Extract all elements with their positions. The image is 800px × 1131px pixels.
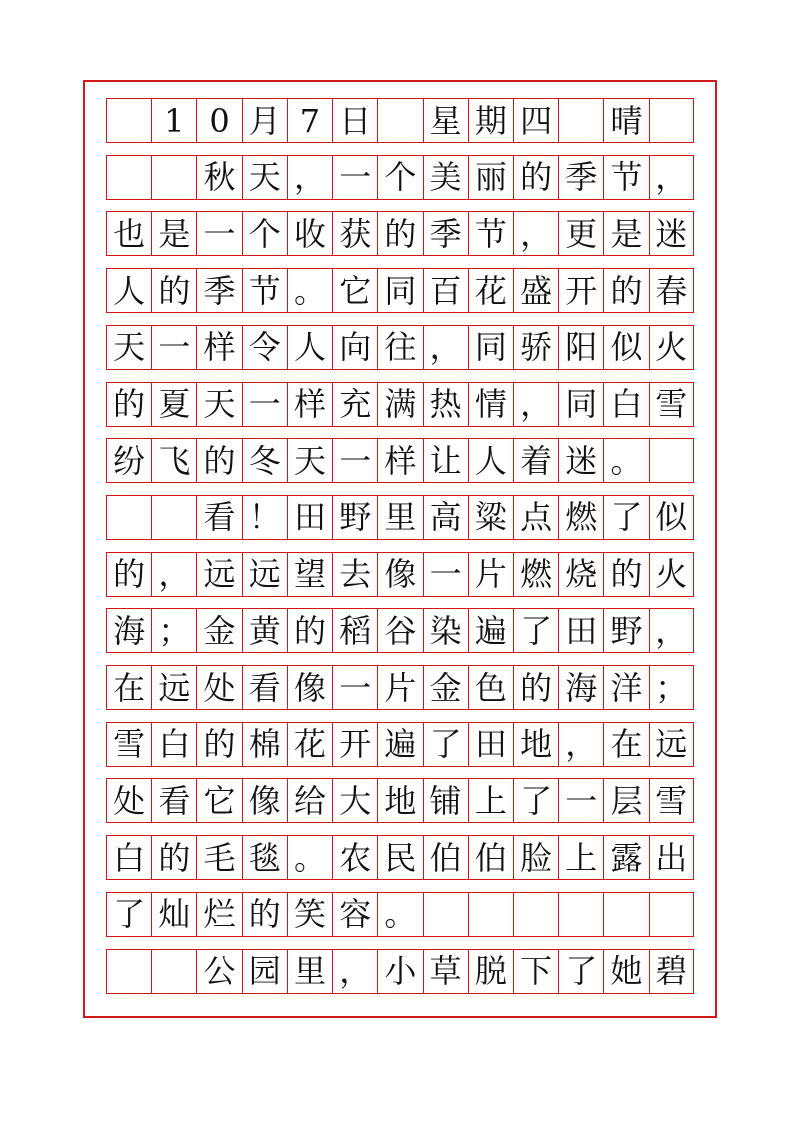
grid-cell: ，	[287, 156, 332, 199]
grid-cell	[151, 156, 196, 199]
grid-cell: 的	[151, 269, 196, 312]
grid-cell: 了	[603, 496, 648, 539]
grid-cell: 迷	[649, 212, 694, 255]
grid-row	[106, 211, 694, 256]
grid-cell: 的	[603, 553, 648, 596]
grid-cell: 节	[603, 156, 648, 199]
grid-cell: 季	[558, 156, 603, 199]
grid-cell: 飞	[151, 439, 196, 482]
grid-row	[106, 438, 694, 483]
grid-cell: 火	[649, 553, 694, 596]
grid-cell: 雪	[649, 383, 694, 426]
grid-cell: 花	[468, 269, 513, 312]
grid-cell: 伯	[468, 836, 513, 879]
grid-cell: 公	[196, 950, 241, 993]
grid-cell	[106, 950, 151, 993]
grid-cell: 了	[513, 609, 558, 652]
grid-cell: 雪	[106, 723, 151, 766]
grid-cell: 满	[377, 383, 422, 426]
grid-cell: 一	[558, 779, 603, 822]
grid-cell: 地	[377, 779, 422, 822]
grid-cell: 似	[649, 496, 694, 539]
grid-cell: 个	[242, 212, 287, 255]
grid-cell: 像	[242, 779, 287, 822]
grid-row	[106, 778, 694, 823]
grid-cell: 骄	[513, 326, 558, 369]
grid-cell: 天	[106, 326, 151, 369]
grid-cell: 染	[423, 609, 468, 652]
grid-cell: 粱	[468, 496, 513, 539]
grid-cell: 天	[242, 156, 287, 199]
grid-cell: 看	[196, 496, 241, 539]
grid-cell: 令	[242, 326, 287, 369]
grid-cell: 同	[558, 383, 603, 426]
grid-cell: 的	[287, 609, 332, 652]
grid-cell	[106, 496, 151, 539]
grid-cell: 一	[151, 326, 196, 369]
grid-cell: 谷	[377, 609, 422, 652]
grid-cell: 远	[151, 666, 196, 709]
grid-cell: 田	[558, 609, 603, 652]
grid-cell: 。	[377, 893, 422, 936]
grid-cell: ！	[242, 496, 287, 539]
grid-cell: 的	[196, 723, 241, 766]
grid-cell: 热	[423, 383, 468, 426]
grid-cell: 海	[558, 666, 603, 709]
grid-cell: ，	[151, 553, 196, 596]
grid-cell: 给	[287, 779, 332, 822]
grid-cell: 了	[513, 779, 558, 822]
grid-cell	[151, 496, 196, 539]
grid-cell: 一	[332, 666, 377, 709]
writing-grid	[106, 98, 694, 990]
grid-cell: 像	[287, 666, 332, 709]
grid-cell: 农	[332, 836, 377, 879]
grid-cell: ；	[649, 666, 694, 709]
grid-cell: 毯	[242, 836, 287, 879]
grid-cell: 丽	[468, 156, 513, 199]
grid-cell: 月	[242, 99, 287, 142]
grid-cell: 美	[423, 156, 468, 199]
grid-cell: 四	[513, 99, 558, 142]
grid-cell: 人	[287, 326, 332, 369]
grid-cell: 迷	[558, 439, 603, 482]
grid-row	[106, 98, 694, 143]
grid-cell: 她	[603, 950, 648, 993]
grid-cell: 里	[377, 496, 422, 539]
grid-cell: 一	[196, 212, 241, 255]
grid-cell: 获	[332, 212, 377, 255]
grid-cell: 小	[377, 950, 422, 993]
grid-cell: 雪	[649, 779, 694, 822]
grid-cell: 7	[287, 99, 332, 142]
grid-cell: 望	[287, 553, 332, 596]
grid-cell: 烧	[558, 553, 603, 596]
grid-cell: 洋	[603, 666, 648, 709]
grid-cell: 它	[332, 269, 377, 312]
grid-cell: ，	[649, 609, 694, 652]
grid-cell: 的	[242, 893, 287, 936]
grid-cell: 更	[558, 212, 603, 255]
grid-cell: 秋	[196, 156, 241, 199]
grid-cell: 季	[423, 212, 468, 255]
grid-cell: 露	[603, 836, 648, 879]
grid-row	[106, 608, 694, 653]
grid-cell: 园	[242, 950, 287, 993]
grid-cell: 里	[287, 950, 332, 993]
grid-cell: 的	[603, 269, 648, 312]
grid-row	[106, 722, 694, 767]
grid-cell: 片	[468, 553, 513, 596]
grid-cell: 色	[468, 666, 513, 709]
grid-cell	[558, 99, 603, 142]
grid-row	[106, 552, 694, 597]
grid-cell: 黄	[242, 609, 287, 652]
grid-row	[106, 268, 694, 313]
grid-cell: 了	[106, 893, 151, 936]
grid-cell: 的	[151, 836, 196, 879]
grid-cell: 草	[423, 950, 468, 993]
grid-cell: 上	[468, 779, 513, 822]
grid-cell: 遍	[377, 723, 422, 766]
grid-cell: 高	[423, 496, 468, 539]
grid-cell: ；	[151, 609, 196, 652]
grid-cell: 铺	[423, 779, 468, 822]
grid-cell: 开	[558, 269, 603, 312]
grid-row	[106, 892, 694, 937]
grid-cell: 同	[377, 269, 422, 312]
grid-cell: 充	[332, 383, 377, 426]
grid-cell: ，	[649, 156, 694, 199]
grid-cell: 地	[513, 723, 558, 766]
grid-cell: 冬	[242, 439, 287, 482]
grid-cell	[649, 439, 694, 482]
grid-cell: 像	[377, 553, 422, 596]
grid-cell: 晴	[603, 99, 648, 142]
grid-cell: 纷	[106, 439, 151, 482]
grid-cell: 层	[603, 779, 648, 822]
grid-cell: 的	[513, 666, 558, 709]
grid-cell: 田	[468, 723, 513, 766]
grid-cell: 笑	[287, 893, 332, 936]
grid-cell: 了	[558, 950, 603, 993]
grid-cell: 似	[603, 326, 648, 369]
grid-cell: 是	[151, 212, 196, 255]
grid-cell: ，	[513, 383, 558, 426]
grid-cell: 稻	[332, 609, 377, 652]
grid-cell: 点	[513, 496, 558, 539]
grid-cell: 野	[332, 496, 377, 539]
grid-cell: 的	[196, 439, 241, 482]
grid-cell: 的	[106, 383, 151, 426]
grid-cell: ，	[558, 723, 603, 766]
grid-cell: 金	[196, 609, 241, 652]
grid-cell: 看	[242, 666, 287, 709]
grid-cell: 远	[196, 553, 241, 596]
grid-row	[106, 325, 694, 370]
grid-cell: ，	[513, 212, 558, 255]
grid-cell: 一	[332, 439, 377, 482]
grid-cell: 处	[106, 779, 151, 822]
grid-cell: 阳	[558, 326, 603, 369]
grid-cell: 金	[423, 666, 468, 709]
grid-cell	[106, 156, 151, 199]
grid-cell	[649, 893, 694, 936]
grid-cell	[151, 950, 196, 993]
grid-cell: 情	[468, 383, 513, 426]
grid-cell: 节	[242, 269, 287, 312]
grid-cell	[603, 893, 648, 936]
grid-cell: 远	[649, 723, 694, 766]
grid-cell: 一	[423, 553, 468, 596]
grid-cell: 出	[649, 836, 694, 879]
grid-cell: 着	[513, 439, 558, 482]
grid-cell: 的	[377, 212, 422, 255]
grid-cell: 大	[332, 779, 377, 822]
grid-cell: 白	[106, 836, 151, 879]
grid-cell: 下	[513, 950, 558, 993]
grid-row	[106, 495, 694, 540]
grid-cell: 棉	[242, 723, 287, 766]
grid-cell	[377, 99, 422, 142]
grid-cell: 日	[332, 99, 377, 142]
grid-cell: 去	[332, 553, 377, 596]
grid-cell: 碧	[649, 950, 694, 993]
grid-cell: 野	[603, 609, 648, 652]
grid-cell: 在	[106, 666, 151, 709]
grid-cell: 远	[242, 553, 287, 596]
grid-cell: 白	[603, 383, 648, 426]
grid-cell: 田	[287, 496, 332, 539]
grid-cell: 让	[423, 439, 468, 482]
grid-cell: 烂	[196, 893, 241, 936]
grid-cell: 看	[151, 779, 196, 822]
grid-cell: 花	[287, 723, 332, 766]
grid-cell: 也	[106, 212, 151, 255]
grid-cell: 一	[332, 156, 377, 199]
grid-cell: 期	[468, 99, 513, 142]
grid-cell: 节	[468, 212, 513, 255]
grid-cell: 海	[106, 609, 151, 652]
grid-cell: 向	[332, 326, 377, 369]
grid-cell	[513, 893, 558, 936]
grid-cell: 。	[287, 269, 332, 312]
grid-cell: 容	[332, 893, 377, 936]
grid-cell: 收	[287, 212, 332, 255]
grid-row	[106, 949, 694, 994]
grid-cell: 开	[332, 723, 377, 766]
grid-cell: 0	[196, 99, 241, 142]
grid-cell	[558, 893, 603, 936]
grid-cell: 天	[196, 383, 241, 426]
grid-cell: 人	[106, 269, 151, 312]
grid-row	[106, 835, 694, 880]
grid-cell: 春	[649, 269, 694, 312]
grid-cell: ，	[332, 950, 377, 993]
grid-cell: 片	[377, 666, 422, 709]
grid-cell: 夏	[151, 383, 196, 426]
grid-cell: 样	[196, 326, 241, 369]
grid-cell: 往	[377, 326, 422, 369]
grid-cell: 。	[287, 836, 332, 879]
grid-cell: 天	[287, 439, 332, 482]
grid-cell: 是	[603, 212, 648, 255]
grid-cell	[106, 99, 151, 142]
grid-cell: 民	[377, 836, 422, 879]
grid-cell: 百	[423, 269, 468, 312]
grid-cell: 伯	[423, 836, 468, 879]
grid-cell: ，	[423, 326, 468, 369]
grid-row	[106, 155, 694, 200]
grid-cell: 燃	[558, 496, 603, 539]
grid-cell	[468, 893, 513, 936]
grid-cell: 同	[468, 326, 513, 369]
grid-cell: 燃	[513, 553, 558, 596]
grid-cell: 样	[377, 439, 422, 482]
grid-cell: 人	[468, 439, 513, 482]
grid-cell: 火	[649, 326, 694, 369]
grid-cell	[423, 893, 468, 936]
grid-cell: 星	[423, 99, 468, 142]
grid-cell: 盛	[513, 269, 558, 312]
grid-cell: 的	[513, 156, 558, 199]
grid-cell: 在	[603, 723, 648, 766]
grid-cell: 脱	[468, 950, 513, 993]
grid-cell: 处	[196, 666, 241, 709]
grid-row	[106, 665, 694, 710]
grid-cell	[649, 99, 694, 142]
grid-cell: 毛	[196, 836, 241, 879]
grid-cell: 一	[242, 383, 287, 426]
grid-cell: 它	[196, 779, 241, 822]
grid-cell: 。	[603, 439, 648, 482]
grid-cell: 灿	[151, 893, 196, 936]
grid-cell: 白	[151, 723, 196, 766]
grid-cell: 遍	[468, 609, 513, 652]
grid-cell: 样	[287, 383, 332, 426]
grid-cell: 上	[558, 836, 603, 879]
grid-cell: 个	[377, 156, 422, 199]
grid-row	[106, 382, 694, 427]
grid-cell: 的	[106, 553, 151, 596]
grid-cell: 季	[196, 269, 241, 312]
grid-cell: 1	[151, 99, 196, 142]
grid-cell: 脸	[513, 836, 558, 879]
grid-cell: 了	[423, 723, 468, 766]
